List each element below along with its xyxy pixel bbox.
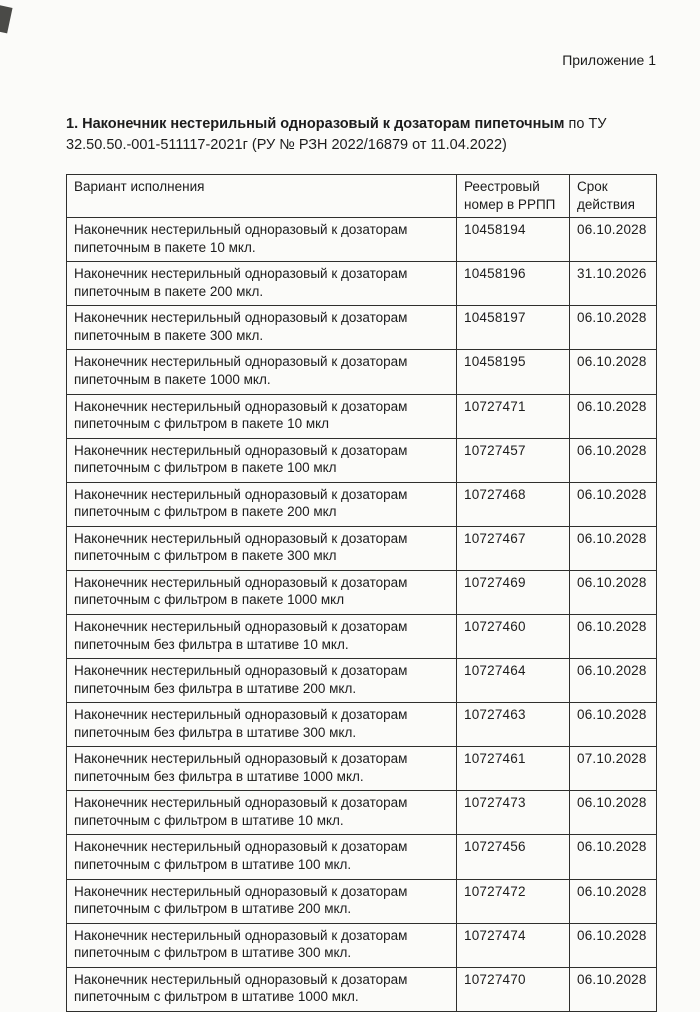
cell-variant: Наконечник нестерильный одноразовый к дозаторам пипеточным с фильтром в штативе 10 мкл. <box>67 791 457 835</box>
cell-expiry: 06.10.2028 <box>570 350 657 394</box>
table-row <box>67 306 657 350</box>
table-row <box>67 659 657 703</box>
cell-expiry: 06.10.2028 <box>570 659 657 703</box>
cell-number: 10727457 <box>457 438 570 482</box>
cell-expiry: 06.10.2028 <box>570 394 657 438</box>
cell-variant: Наконечник нестерильный одноразовый к дозаторам пипеточным с фильтром в пакете 1000 мкл <box>67 570 457 614</box>
cell-variant: Наконечник нестерильный одноразовый к дозаторам пипеточным в пакете 10 мкл. <box>67 218 457 262</box>
table-row <box>67 526 657 570</box>
table-row <box>67 438 657 482</box>
cell-number: 10727456 <box>457 835 570 879</box>
cell-expiry: 06.10.2028 <box>570 570 657 614</box>
cell-number: 10727464 <box>457 659 570 703</box>
cell-expiry: 06.10.2028 <box>570 438 657 482</box>
cell-variant: Наконечник нестерильный одноразовый к дозаторам пипеточным с фильтром в пакете 200 мкл <box>67 482 457 526</box>
section-heading-bold: 1. Наконечник нестерильный одноразовый к дозаторам пипеточным <box>66 116 565 132</box>
table-row <box>67 703 657 747</box>
cell-expiry: 07.10.2028 <box>570 747 657 791</box>
table-row <box>67 923 657 967</box>
cell-expiry: 06.10.2028 <box>570 306 657 350</box>
cell-number: 10727472 <box>457 879 570 923</box>
table-row <box>67 614 657 658</box>
cell-number: 10458194 <box>457 218 570 262</box>
table-row <box>67 791 657 835</box>
col-header-registry-number: Реестровый номер в РРПП <box>457 175 570 218</box>
section-heading <box>66 114 656 156</box>
cell-number: 10727470 <box>457 967 570 1011</box>
cell-expiry: 06.10.2028 <box>570 614 657 658</box>
cell-number: 10727469 <box>457 570 570 614</box>
table-row <box>67 967 657 1011</box>
cell-variant: Наконечник нестерильный одноразовый к дозаторам пипеточным без фильтра в штативе 300 мкл. <box>67 703 457 747</box>
cell-variant: Наконечник нестерильный одноразовый к дозаторам пипеточным с фильтром в штативе 100 мкл. <box>67 835 457 879</box>
cell-variant: Наконечник нестерильный одноразовый к дозаторам пипеточным без фильтра в штативе 10 мкл. <box>67 614 457 658</box>
table-body <box>67 218 657 1012</box>
cell-number: 10727463 <box>457 703 570 747</box>
cell-expiry: 31.10.2026 <box>570 262 657 306</box>
table-row <box>67 482 657 526</box>
cell-number: 10458195 <box>457 350 570 394</box>
cell-variant: Наконечник нестерильный одноразовый к дозаторам пипеточным с фильтром в пакете 10 мкл <box>67 394 457 438</box>
cell-variant: Наконечник нестерильный одноразовый к дозаторам пипеточным с фильтром в пакете 100 мкл <box>67 438 457 482</box>
table-row <box>67 879 657 923</box>
col-header-expiry: Срок действия <box>570 175 657 218</box>
cell-expiry: 06.10.2028 <box>570 923 657 967</box>
table-row <box>67 394 657 438</box>
table-row <box>67 570 657 614</box>
cell-variant: Наконечник нестерильный одноразовый к дозаторам пипеточным в пакете 1000 мкл. <box>67 350 457 394</box>
cell-variant: Наконечник нестерильный одноразовый к дозаторам пипеточным в пакете 300 мкл. <box>67 306 457 350</box>
cell-number: 10727461 <box>457 747 570 791</box>
cell-expiry: 06.10.2028 <box>570 703 657 747</box>
cell-variant: Наконечник нестерильный одноразовый к дозаторам пипеточным с фильтром в штативе 300 мкл. <box>67 923 457 967</box>
cell-variant: Наконечник нестерильный одноразовый к дозаторам пипеточным без фильтра в штативе 1000 мкл. <box>67 747 457 791</box>
cell-variant: Наконечник нестерильный одноразовый к дозаторам пипеточным с фильтром в пакете 300 мкл <box>67 526 457 570</box>
cell-number: 10727467 <box>457 526 570 570</box>
cell-variant: Наконечник нестерильный одноразовый к дозаторам пипеточным с фильтром в штативе 200 мкл. <box>67 879 457 923</box>
table-row <box>67 747 657 791</box>
cell-expiry: 06.10.2028 <box>570 879 657 923</box>
section-heading-rest: по ТУ 32.50.50.-001-511117-2021г (РУ № РЗН 2022/16879 от 11.04.2022) <box>66 116 607 154</box>
cell-number: 10727471 <box>457 394 570 438</box>
cell-expiry: 06.10.2028 <box>570 791 657 835</box>
cell-expiry: 06.10.2028 <box>570 526 657 570</box>
cell-number: 10727474 <box>457 923 570 967</box>
table-row <box>67 218 657 262</box>
table-row <box>67 835 657 879</box>
cell-variant: Наконечник нестерильный одноразовый к дозаторам пипеточным с фильтром в штативе 1000 мкл. <box>67 967 457 1011</box>
table-row <box>67 350 657 394</box>
cell-expiry: 06.10.2028 <box>570 482 657 526</box>
cell-number: 10727468 <box>457 482 570 526</box>
cell-number: 10727460 <box>457 614 570 658</box>
products-table <box>66 174 657 1012</box>
appendix-label: Приложение 1 <box>562 52 656 68</box>
table-header-row <box>67 175 657 218</box>
table-row <box>67 262 657 306</box>
col-header-variant: Вариант исполнения <box>67 175 457 218</box>
cell-variant: Наконечник нестерильный одноразовый к дозаторам пипеточным без фильтра в штативе 200 мкл. <box>67 659 457 703</box>
cell-number: 10458197 <box>457 306 570 350</box>
cell-number: 10458196 <box>457 262 570 306</box>
cell-expiry: 06.10.2028 <box>570 967 657 1011</box>
cell-variant: Наконечник нестерильный одноразовый к дозаторам пипеточным в пакете 200 мкл. <box>67 262 457 306</box>
cell-expiry: 06.10.2028 <box>570 218 657 262</box>
cell-number: 10727473 <box>457 791 570 835</box>
cell-expiry: 06.10.2028 <box>570 835 657 879</box>
